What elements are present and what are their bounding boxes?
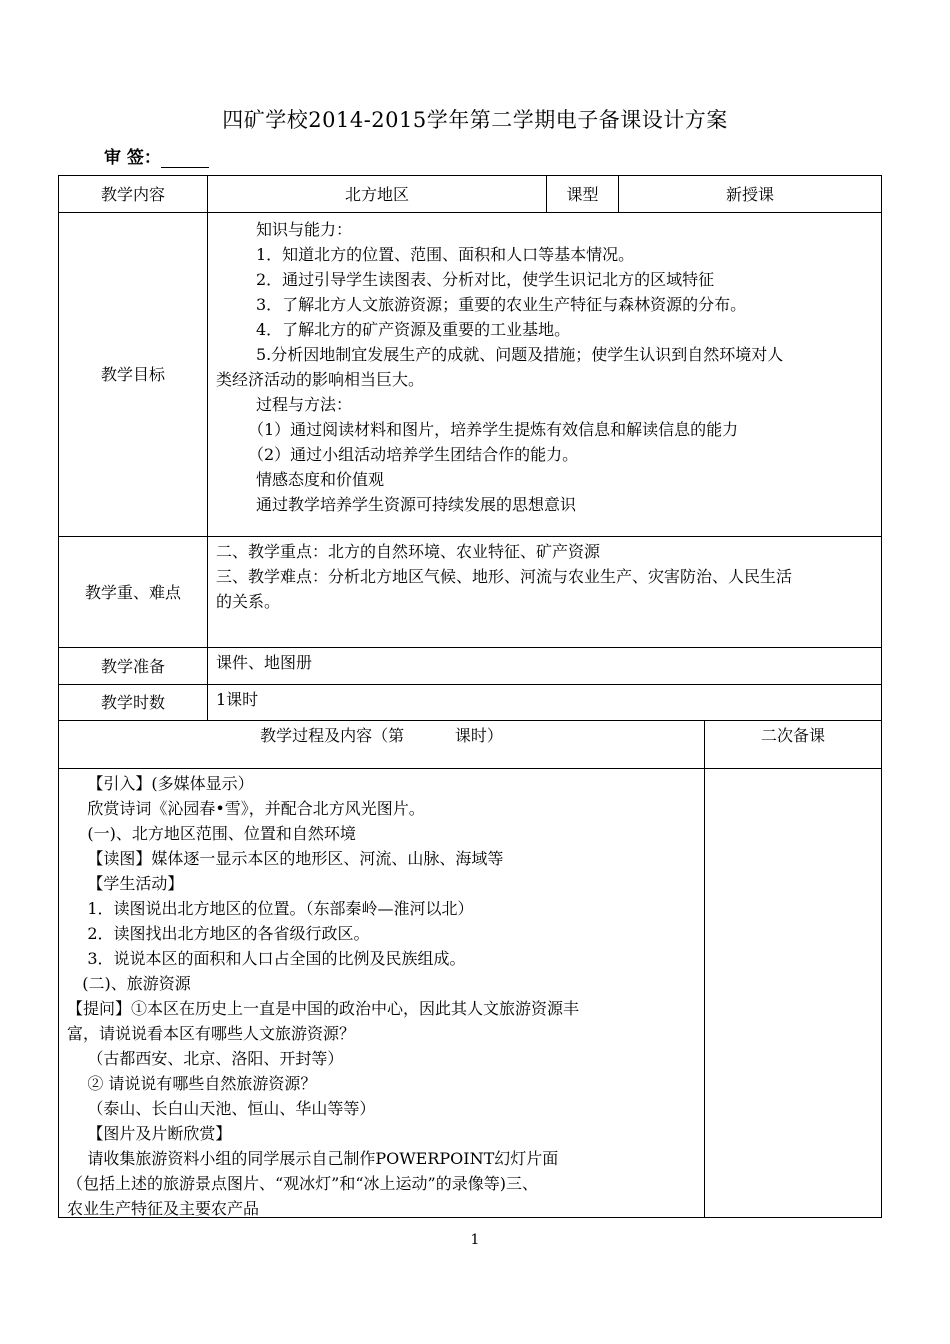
objective-line: 3．了解北方人文旅游资源；重要的农业生产特征与森林资源的分布。 bbox=[256, 295, 747, 314]
preparation-value-cell bbox=[207, 647, 882, 685]
keypoint-line: 的关系。 bbox=[216, 592, 281, 611]
hours-value-cell bbox=[207, 684, 882, 721]
process-line: 3．说说本区的面积和人口占全国的比例及民族组成。 bbox=[67, 949, 466, 968]
second-prep-label: 二次备课 bbox=[760, 726, 825, 745]
objective-line: 类经济活动的影响相当巨大。 bbox=[216, 370, 425, 389]
second-prep-content-cell bbox=[704, 768, 882, 1218]
process-line: 农业生产特征及主要农产品 bbox=[67, 1199, 260, 1218]
process-line: 请收集旅游资料小组的同学展示自己制作POWERPOINT幻灯片面 bbox=[67, 1149, 559, 1168]
content-label: 教学内容 bbox=[100, 184, 165, 204]
process-line: (二)、旅游资源 bbox=[67, 974, 191, 993]
keypoints-label: 教学重、难点 bbox=[84, 582, 181, 602]
keypoint-line: 二、教学重点：北方的自然环境、农业特征、矿产资源 bbox=[216, 542, 601, 561]
objective-line: 情感态度和价值观 bbox=[256, 470, 385, 489]
content-label-cell bbox=[58, 175, 208, 213]
preparation-label-cell bbox=[58, 647, 208, 685]
process-line: 富，请说说看本区有哪些人文旅游资源？ bbox=[67, 1024, 356, 1043]
objectives-label: 教学目标 bbox=[100, 365, 165, 384]
objective-line: （2）通过小组活动培养学生团结合作的能力。 bbox=[248, 445, 579, 464]
objective-line: 知识与能力： bbox=[256, 220, 353, 239]
hours-label: 教学时数 bbox=[100, 693, 165, 712]
hours-value: 1课时 bbox=[216, 690, 259, 709]
preparation-label: 教学准备 bbox=[100, 656, 165, 676]
page-number: 1 bbox=[470, 1232, 480, 1248]
keypoints-content-cell bbox=[207, 536, 882, 648]
process-line: ② 请说说有哪些自然旅游资源？ bbox=[67, 1074, 317, 1093]
process-line: 欣赏诗词《沁园春•雪》，并配合北方风光图片。 bbox=[67, 799, 425, 818]
preparation-value: 课件、地图册 bbox=[216, 653, 313, 672]
process-header-label: 教学过程及内容（第 课时） bbox=[260, 726, 503, 745]
process-line: （古都西安、北京、洛阳、开封等） bbox=[67, 1049, 344, 1068]
process-content-cell bbox=[58, 768, 705, 1218]
type-value: 新授课 bbox=[725, 184, 774, 204]
process-line: （泰山、长白山天池、恒山、华山等等） bbox=[67, 1099, 376, 1118]
process-line: （包括上述的旅游景点图片、“观冰灯”和“冰上运动”的录像等)三、 bbox=[67, 1174, 538, 1193]
sign-underline bbox=[161, 149, 209, 168]
objectives-label-cell bbox=[58, 212, 208, 537]
second-prep-header-cell bbox=[704, 720, 882, 769]
process-line: 【引入】(多媒体显示） bbox=[67, 774, 254, 793]
objectives-content-cell bbox=[207, 212, 882, 537]
objective-line: 2．通过引导学生读图表、分析对比，使学生识记北方的区域特征 bbox=[256, 270, 715, 289]
objective-line: （1）通过阅读材料和图片，培养学生提炼有效信息和解读信息的能力 bbox=[248, 420, 739, 439]
objective-line: 5.分析因地制宜发展生产的成就、问题及措施；使学生认识到自然环境对人 bbox=[256, 345, 784, 364]
process-line: 【图片及片断欣赏】 bbox=[67, 1124, 232, 1143]
content-value-cell bbox=[207, 175, 547, 213]
process-line: 2．读图找出北方地区的各省级行政区。 bbox=[67, 924, 370, 943]
keypoints-label-cell bbox=[58, 536, 208, 648]
hours-label-cell bbox=[58, 684, 208, 721]
keypoint-line: 三、教学难点：分析北方地区气候、地形、河流与农业生产、灾害防治、人民生活 bbox=[216, 567, 793, 586]
document-title: 四矿学校2014-2015学年第二学期电子备课设计方案 bbox=[222, 108, 728, 132]
process-line: (一)、北方地区范围、位置和自然环境 bbox=[67, 824, 356, 843]
type-label-cell bbox=[546, 175, 619, 213]
process-header-cell bbox=[58, 720, 705, 769]
objective-line: 4．了解北方的矿产资源及重要的工业基地。 bbox=[256, 320, 571, 339]
process-line: 【读图】媒体逐一显示本区的地形区、河流、山脉、海域等 bbox=[67, 849, 504, 868]
review-sign-label: 审 签： bbox=[104, 143, 209, 168]
process-line: 【学生活动】 bbox=[67, 874, 184, 893]
objective-line: 过程与方法： bbox=[256, 395, 353, 414]
type-label: 课型 bbox=[566, 184, 599, 204]
objective-line: 通过教学培养学生资源可持续发展的思想意识 bbox=[256, 495, 577, 514]
content-value: 北方地区 bbox=[344, 184, 409, 204]
process-line: 【提问】①本区在历史上一直是中国的政治中心，因此其人文旅游资源丰 bbox=[67, 999, 580, 1018]
type-value-cell bbox=[618, 175, 882, 213]
objective-line: 1．知道北方的位置、范围、面积和人口等基本情况。 bbox=[256, 245, 635, 264]
process-line: 1．读图说出北方地区的位置。（东部秦岭—淮河以北） bbox=[67, 899, 474, 918]
